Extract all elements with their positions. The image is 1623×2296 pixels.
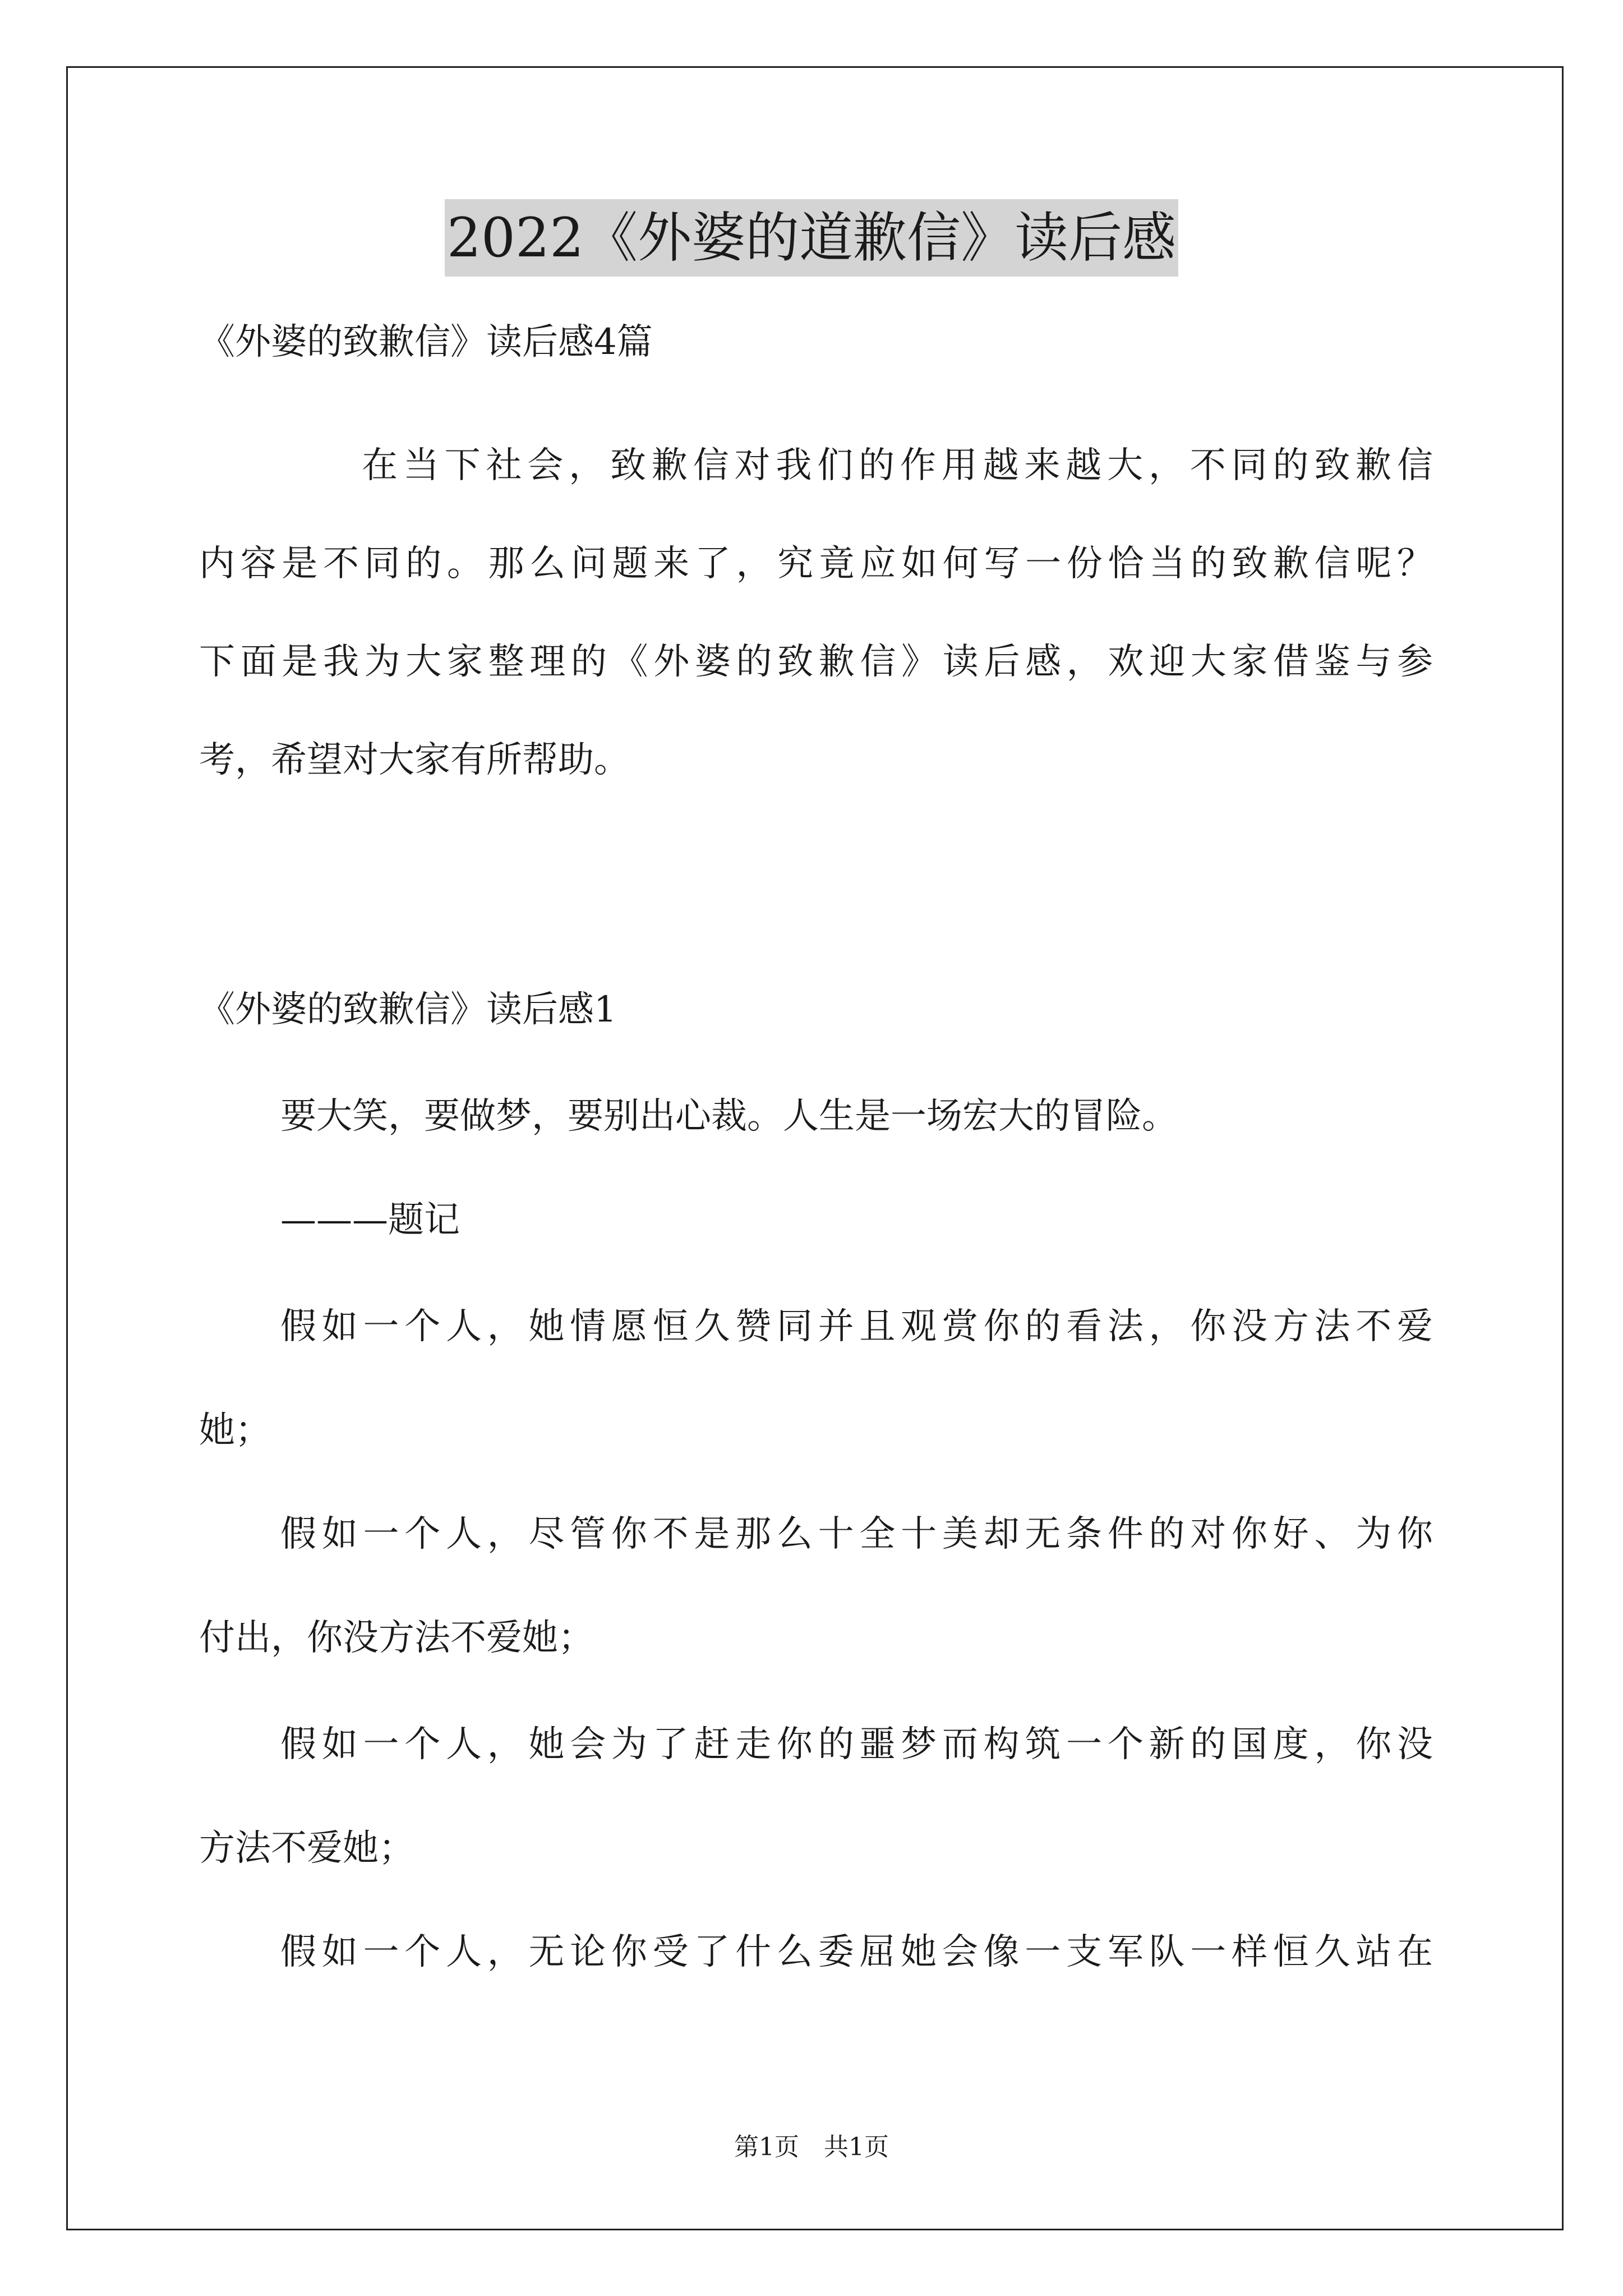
intro-line: 在当下社会，致歉信对我们的作用越来越大，不同的致歉信	[362, 445, 1433, 486]
page-number-footer: 第1页 共1页	[734, 2133, 889, 2161]
paragraph-line: 假如一个人，她情愿恒久赞同并且观赏你的看法，你没方法不爱	[280, 1306, 1433, 1347]
paragraph-line: 她；	[199, 1410, 271, 1451]
paragraph-line: 付出，你没方法不爱她；	[199, 1617, 594, 1659]
paragraph-line: 要大笑，要做梦，要别出心裁。人生是一场宏大的冒险。	[280, 1096, 1178, 1137]
intro-line: 下面是我为大家整理的《外婆的致歉信》读后感，欢迎大家借鉴与参	[199, 641, 1433, 683]
section-heading: 《外婆的致歉信》读后感1	[199, 989, 617, 1030]
title-container	[0, 199, 1623, 277]
paragraph-line: 假如一个人，尽管你不是那么十全十美却无条件的对你好、为你	[280, 1513, 1433, 1555]
paragraph-line: 假如一个人，无论你受了什么委屈她会像一支军队一样恒久站在	[280, 1931, 1433, 1973]
page-border	[66, 66, 1564, 2230]
paragraph-line: ———题记	[280, 1199, 460, 1241]
intro-line: 内容是不同的。那么问题来了，究竟应如何写一份恰当的致歉信呢？	[199, 543, 1433, 585]
paragraph-line: 假如一个人，她会为了赶走你的噩梦而构筑一个新的国度，你没	[280, 1724, 1433, 1765]
paragraph-line: 方法不爱她；	[199, 1828, 414, 1869]
intro-line: 考，希望对大家有所帮助。	[199, 739, 630, 781]
document-title: 2022《外婆的道歉信》读后感	[445, 199, 1178, 277]
subtitle: 《外婆的致歉信》读后感4篇	[199, 321, 653, 363]
